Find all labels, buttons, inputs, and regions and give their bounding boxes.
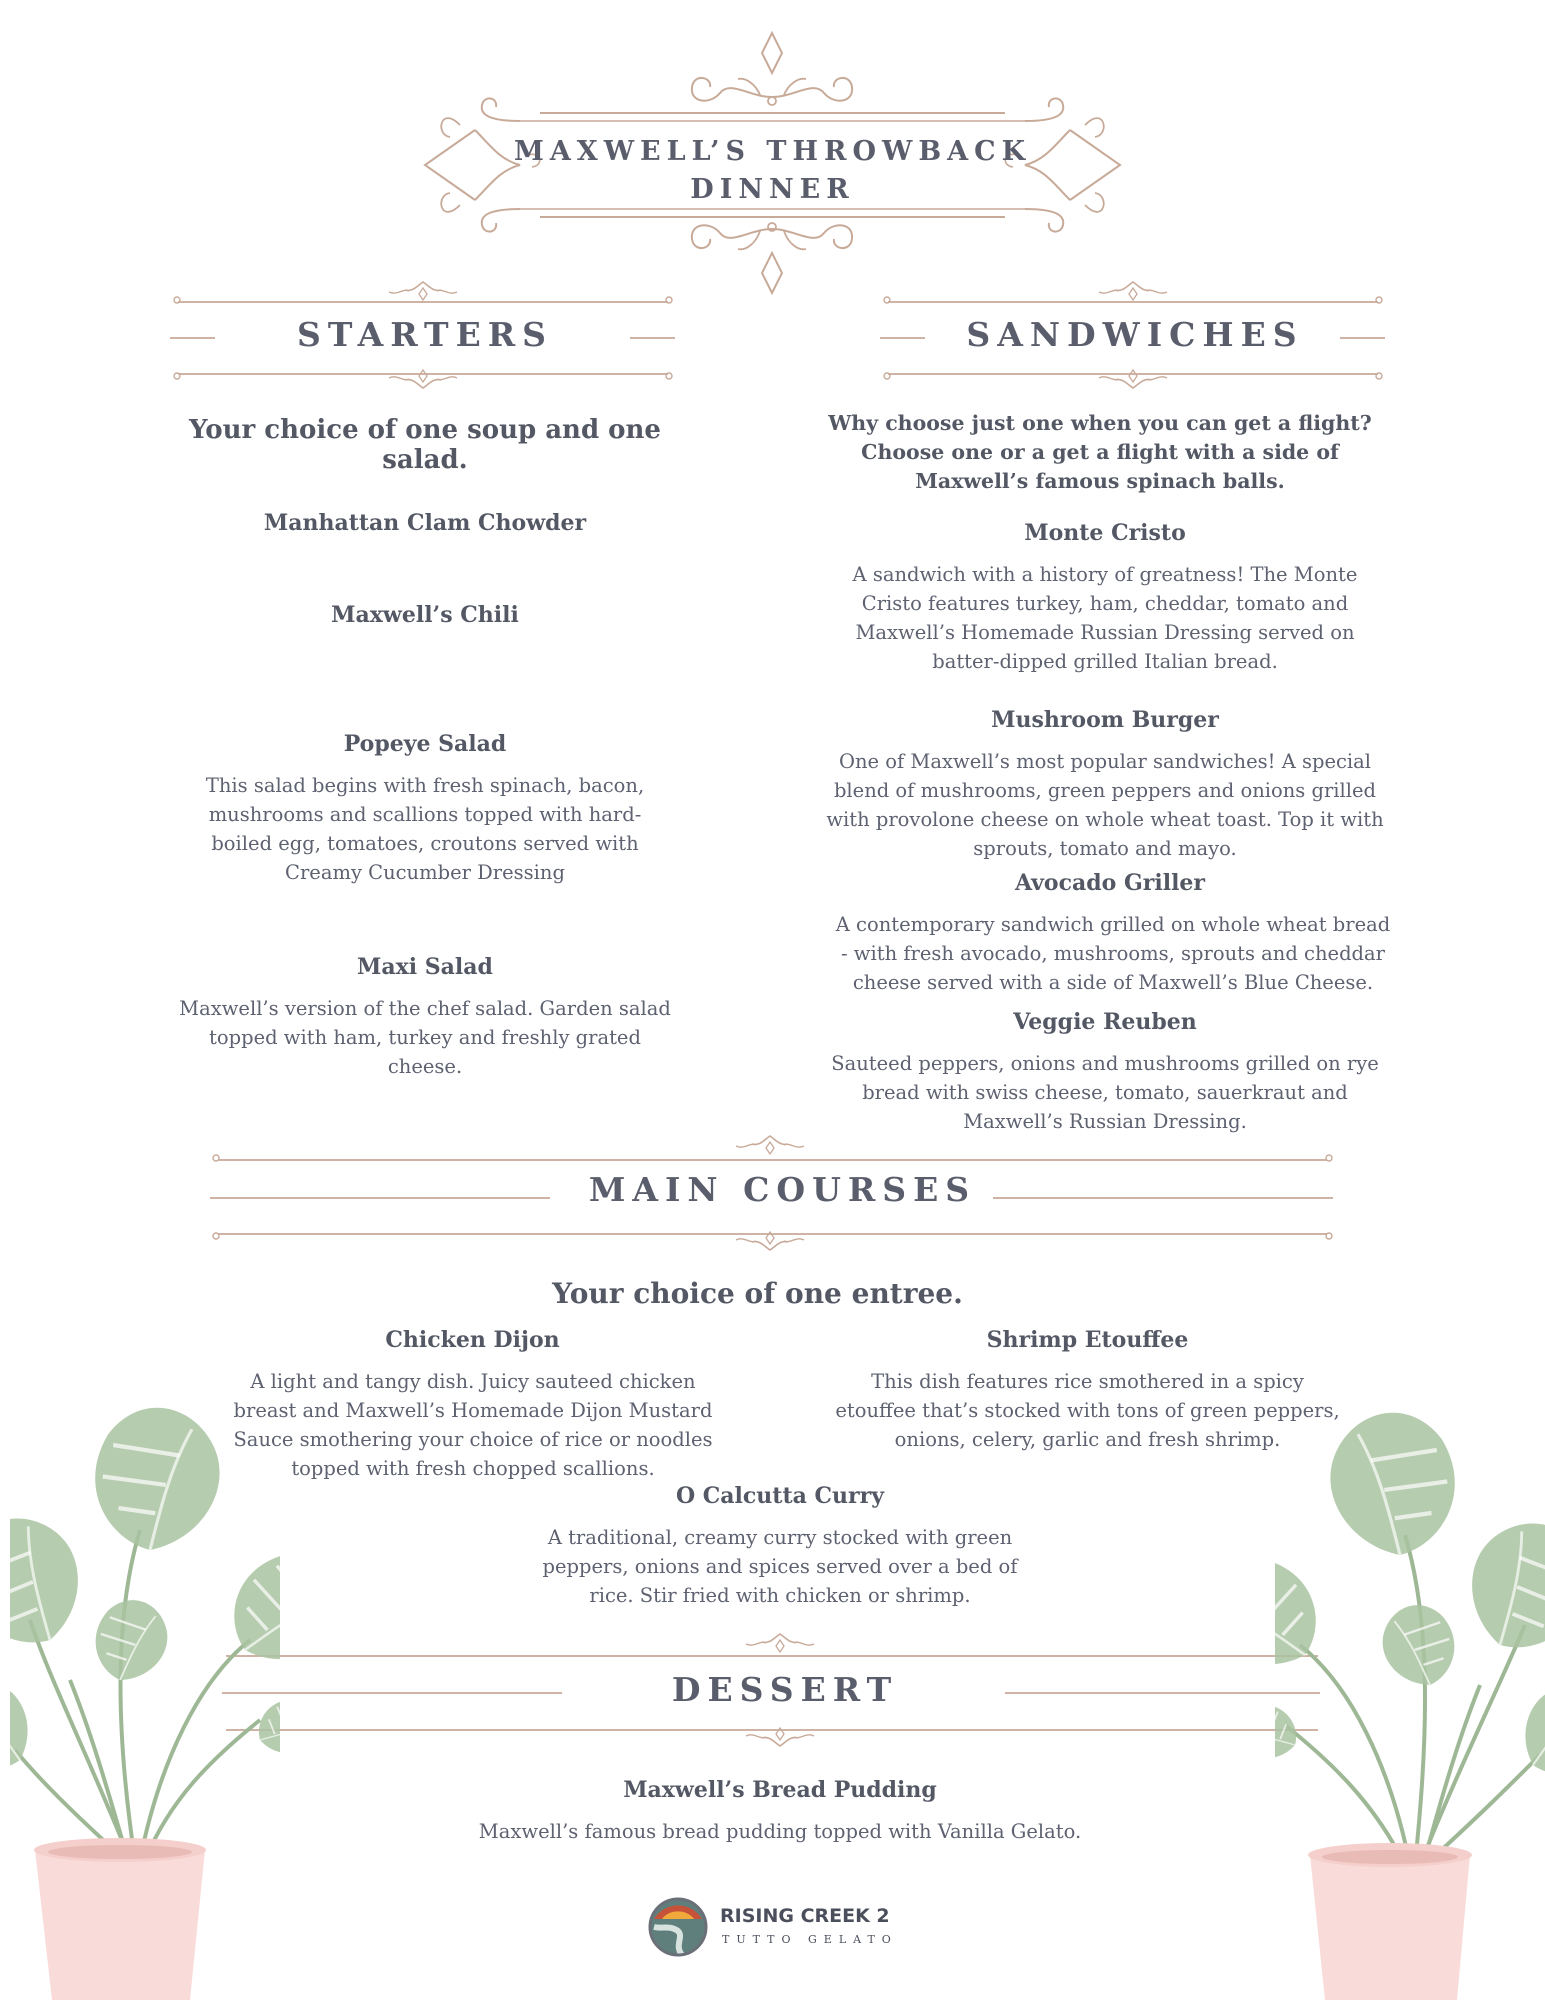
sandwich-item-name: Mushroom Burger	[991, 707, 1219, 733]
starter-item-name: Manhattan Clam Chowder	[263, 510, 587, 536]
left-potted-plant	[10, 1380, 280, 2000]
logo-tagline: TUTTO GELATO	[722, 1933, 898, 1946]
menu-title-line-1: MAXWELL’S THROWBACK	[513, 136, 1032, 167]
dessert-item-name: Maxwell’s Bread Pudding	[623, 1777, 937, 1803]
dessert-item-description: Maxwell’s famous bread pudding topped with Vanilla Gelato.	[478, 1820, 1082, 1843]
sandwich-item-name: Avocado Griller	[1014, 870, 1206, 896]
main-course-item-description: A light and tangy dish. Juicy sauteed chicken breast and Maxwell’s Homemade Dijon Mustard Sauce smothering your choice of rice or noodles topped with fresh chopped scallions.	[233, 1370, 713, 1480]
logo-emblem-icon	[648, 1897, 712, 1961]
starter-item-name: Maxi Salad	[357, 954, 493, 980]
rising-creek-logo	[648, 1897, 908, 1961]
sandwich-item-name: Veggie Reuben	[1013, 1009, 1197, 1035]
dessert-heading: DESSERT	[671, 1670, 899, 1709]
sandwiches-intro: Why choose just one when you can get a flight? Choose one or a get a flight with a side of Maxwell’s famous spinach balls.	[828, 411, 1372, 493]
sandwiches-heading: SANDWICHES	[966, 315, 1304, 354]
starter-item-description: This salad begins with fresh spinach, bacon, mushrooms and scallions topped with hard-boiled egg, tomatoes, croutons served with Creamy Cucumber Dressing	[205, 774, 645, 884]
main-course-item-name: O Calcutta Curry	[675, 1483, 885, 1509]
logo-name: RISING CREEK 2	[720, 1905, 890, 1927]
sandwich-item-description: A contemporary sandwich grilled on whole wheat bread - with fresh avocado, mushrooms, sprouts and cheddar cheese served with a side of Maxwell’s Blue Cheese.	[835, 913, 1391, 994]
main-course-item-name: Shrimp Etouffee	[986, 1327, 1189, 1353]
menu-title-line-2: DINNER	[690, 174, 855, 205]
starters-intro: Your choice of one soup and one salad.	[189, 415, 661, 475]
starters-heading: STARTERS	[297, 315, 553, 354]
sandwich-item-name: Monte Cristo	[1024, 520, 1186, 546]
starter-item-name: Popeye Salad	[343, 731, 507, 757]
sandwich-item-description: One of Maxwell’s most popular sandwiches! A special blend of mushrooms, green peppers and onions grilled with provolone cheese on whole wheat toast. Top it with sprouts, tomato and mayo.	[826, 750, 1384, 860]
main-course-item-description: A traditional, creamy curry stocked with green peppers, onions and spices served over a bed of rice. Stir fried with chicken or shrimp.	[542, 1526, 1018, 1607]
main-course-item-name: Chicken Dijon	[385, 1327, 560, 1353]
main-course-item-description: This dish features rice smothered in a spicy etouffee that’s stocked with tons of green peppers, onions, celery, garlic and fresh shrimp.	[835, 1370, 1340, 1451]
starter-item-name: Maxwell’s Chili	[331, 602, 519, 628]
main-courses-heading: MAIN COURSES	[588, 1170, 977, 1209]
sandwich-item-description: A sandwich with a history of greatness! The Monte Cristo features turkey, ham, cheddar, tomato and Maxwell’s Homemade Russian Dressing served on batter-dipped grilled Italian bread.	[852, 563, 1358, 673]
starter-item-description: Maxwell’s version of the chef salad. Garden salad topped with ham, turkey and freshly grated cheese.	[179, 997, 671, 1078]
sandwich-item-description: Sauteed peppers, onions and mushrooms grilled on rye bread with swiss cheese, tomato, sauerkraut and Maxwell’s Russian Dressing.	[831, 1052, 1379, 1133]
main-courses-intro: Your choice of one entree.	[552, 1277, 963, 1310]
right-potted-plant	[1275, 1385, 1545, 2000]
